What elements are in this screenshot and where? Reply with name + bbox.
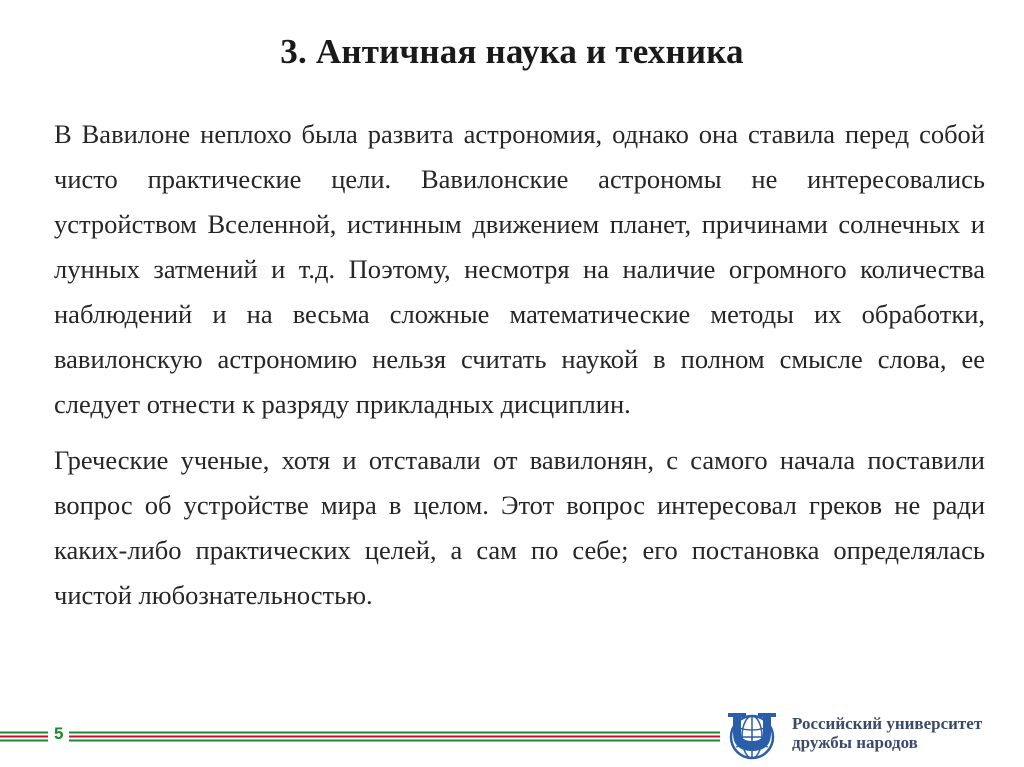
paragraph-1: В Вавилоне неплохо была развита астрономия, однако она ставила перед собой чисто практические цели. Вавилонские астрономы не интересовались устройством Вселенной, истинным движением планет, причинами солнечных и лунных затмений и т.д. Поэтому, несмотря на наличие огромного количества наблюдений и на весьма сложные математические методы их обработки, вавилонскую астрономию нельзя считать наукой в полном смысле слова, ее следует отнести к разряду прикладных дисциплин. (54, 119, 985, 419)
logo-line-1: Российский университет (792, 714, 983, 733)
page-number: 5 (48, 724, 69, 744)
university-logo-emblem (724, 707, 780, 763)
university-logo-text (792, 714, 982, 752)
slide-title: 3. Античная наука и техника (280, 32, 744, 71)
paragraph-2: Греческие ученые, хотя и отставали от вавилонян, с самого начала поставили вопрос об устройстве мира в целом. Этот вопрос интересовал греков не ради каких-либо практических целей, а сам по себе; его постановка определялась чистой любознательностью. (54, 445, 985, 610)
logo-line-2: дружбы народов (792, 733, 918, 752)
slide-body (54, 112, 985, 618)
footer-stripes (0, 731, 720, 743)
